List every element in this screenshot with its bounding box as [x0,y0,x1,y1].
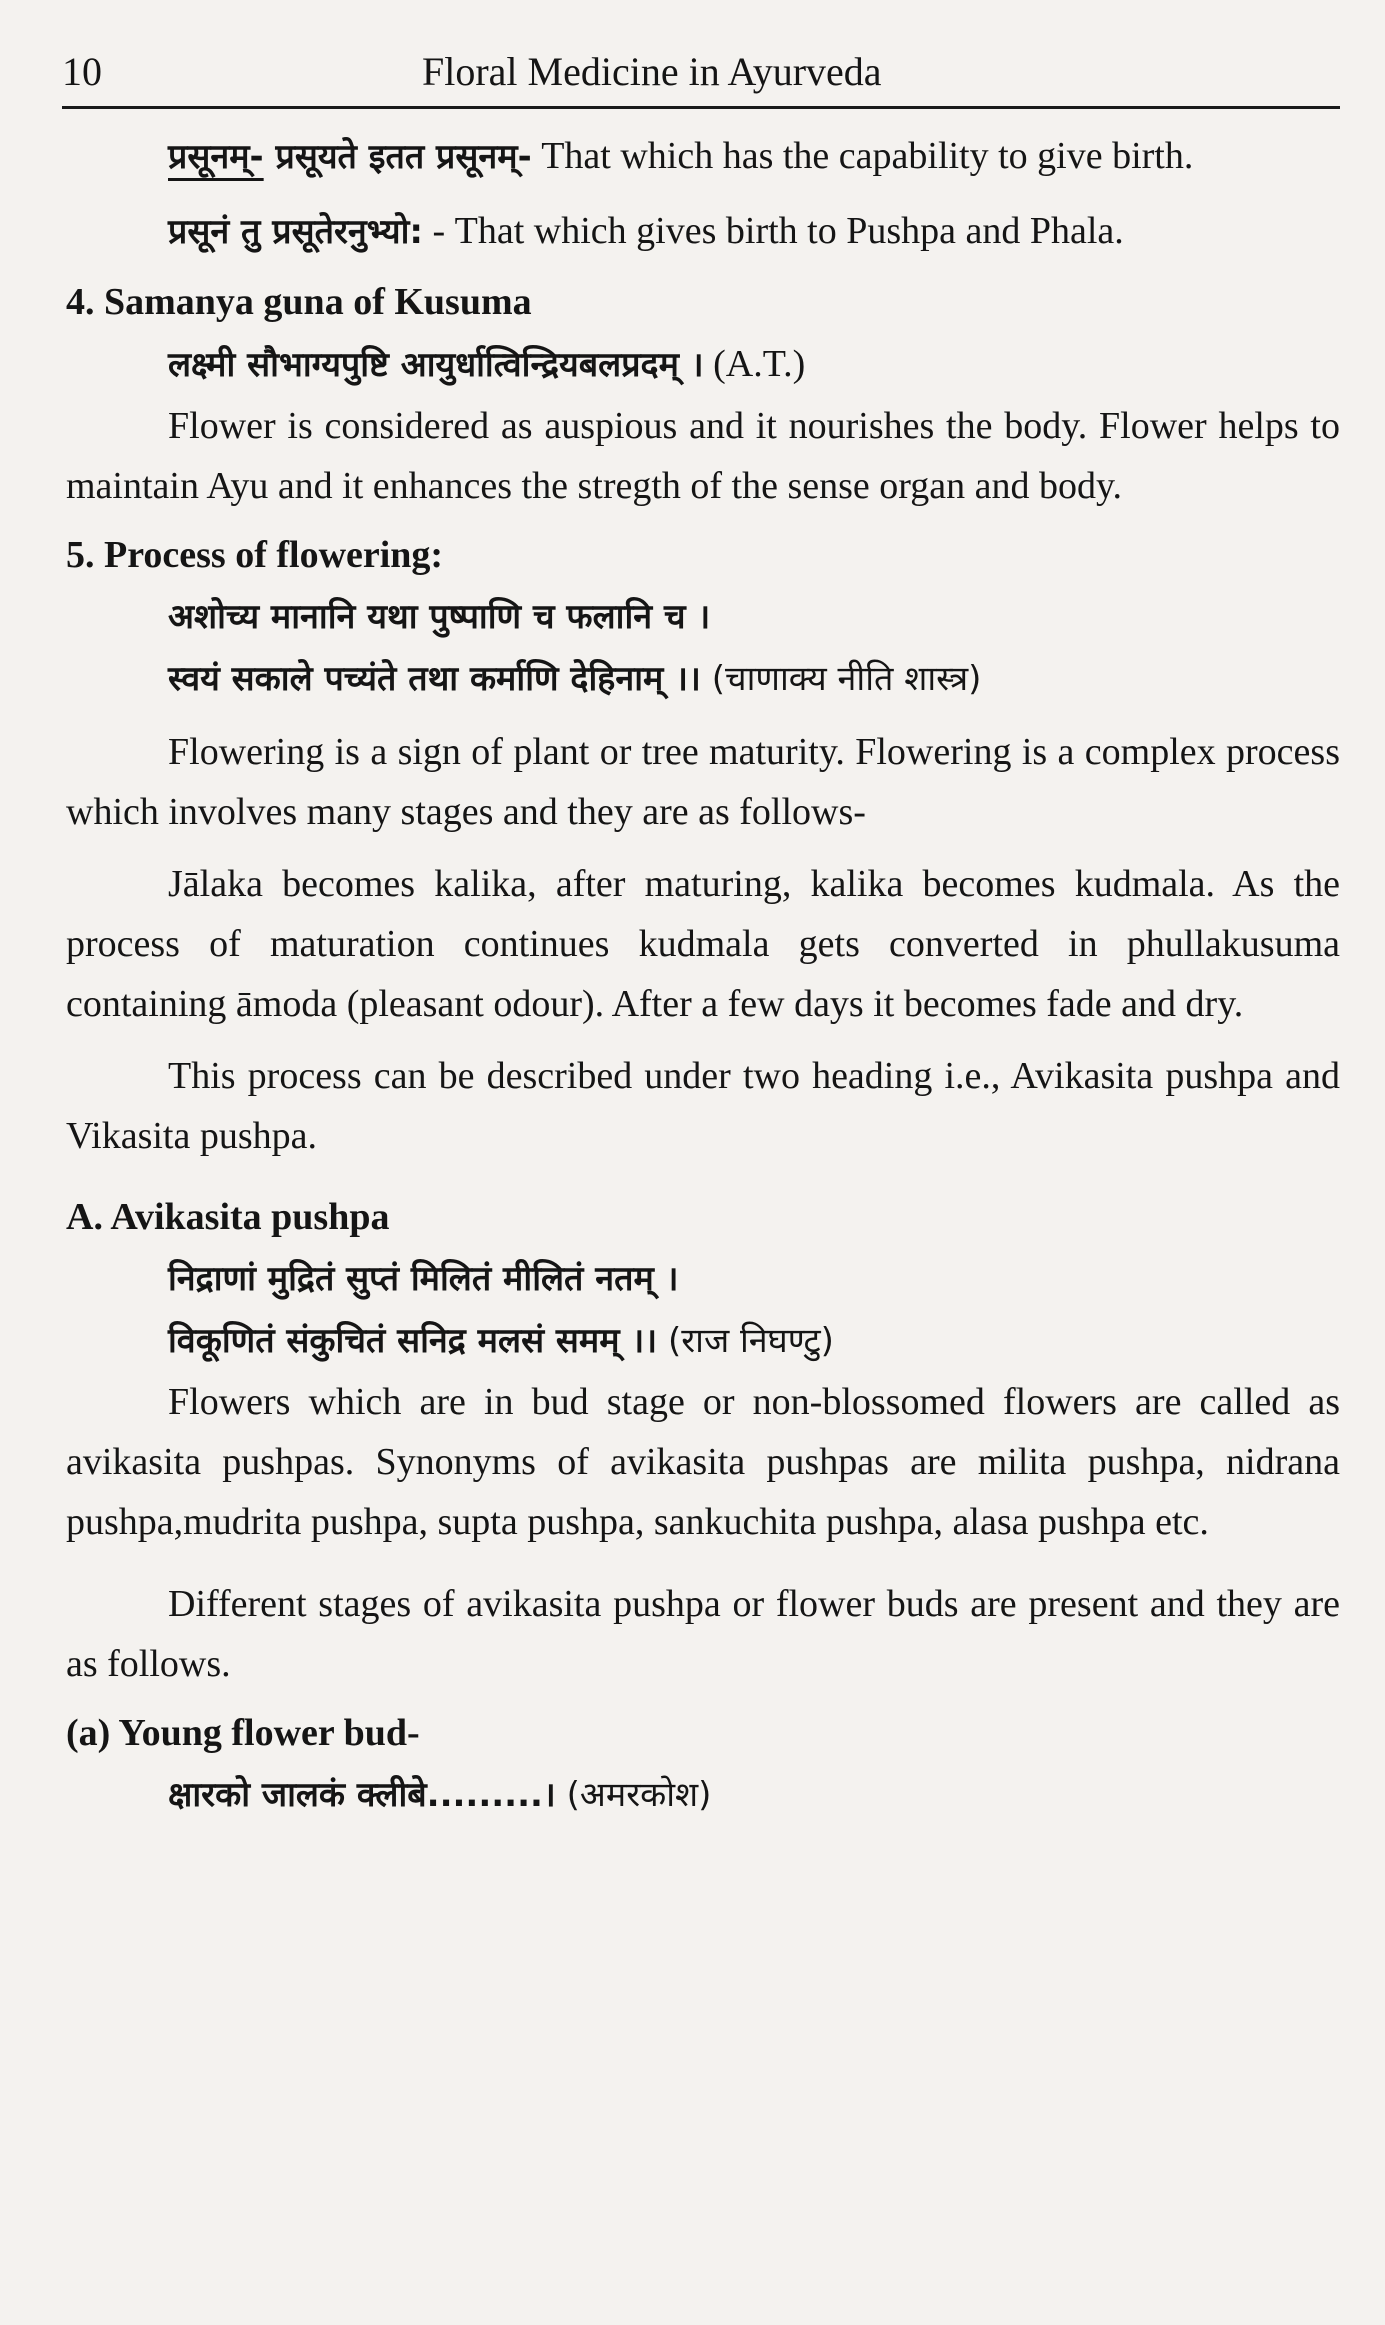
verse-avikasita-source: (राज निघण्टु) [657,1321,834,1361]
heading-samanya-guna: 4. Samanya guna of Kusuma [66,281,532,323]
heading-process-flowering: 5. Process of flowering: [66,534,444,576]
page-number: 10 [62,49,102,94]
para-flowering-maturity: Flowering is a sign of plant or tree maturity. Flowering is a complex process which involves many stages and they are as follows- [66,731,1340,833]
prasunam-definition [66,125,1340,188]
verse-process-source: (चाणाक्य नीति शास्त्र) [700,659,982,699]
verse-samanya-guna-source: (A.T.) [703,343,806,385]
prasunam-sanskrit: प्रसूयते इतत प्रसूनम्- [263,137,532,177]
para-two-heading: This process can be described under two heading i.e., Avikasita pushpa and Vikasita pushpa. [66,1055,1340,1157]
page-header [62,48,1340,109]
verse-young-bud-text: क्षारको जालकं क्लीबे.........। [168,1775,556,1815]
para-jalaka-kalika: Jālaka becomes kalika, after maturing, kalika becomes kudmala. As the process of maturation continues kudmala gets converted in phullakusuma containing āmoda (pleasant odour). After a few days it becomes fade and dry. [66,863,1340,1025]
verse-process-line1: अशोच्य मानानि यथा पुष्पाणि च फलानि च । [168,597,711,637]
prasunam2-sanskrit: प्रसूनं तु प्रसूतेरनुभ्यो: [168,212,424,252]
verse-samanya-guna [66,333,1340,396]
para-different-stages: Different stages of avikasita pushpa or flower buds are present and they are as follows. [66,1583,1340,1685]
verse-avikasita-line1: निद्राणां मुद्रितं सुप्तं मिलितं मीलितं नतम् । [168,1259,679,1299]
verse-young-bud [66,1764,1340,1826]
verse-process-line2-text: स्वयं सकाले पच्यंते तथा कर्माणि देहिनाम् ।। [168,659,701,699]
prasunam-english: That which has the capability to give birth. [531,135,1194,177]
para-flower-auspicious: Flower is considered as auspious and it nourishes the body. Flower helps to maintain Ayu and it enhances the stregth of the sense organ and body. [66,405,1340,507]
verse-process-line2 [66,648,1340,710]
heading-young-flower-bud: (a) Young flower bud- [66,1712,420,1754]
prasunam2-english: - That which gives birth to Pushpa and Phala. [423,210,1124,252]
verse-samanya-guna-text: लक्ष्मी सौभाग्यपुष्टि आयुर्धात्विन्द्रियबलप्रदम् । [168,345,704,385]
running-title: Floral Medicine in Ayurveda [422,49,882,94]
heading-avikasita-pushpa: A. Avikasita pushpa [66,1196,390,1238]
verse-avikasita-line2 [66,1310,1340,1372]
verse-avikasita-line2-text: विकूणितं संकुचितं सनिद्र मलसं समम् ।। [168,1321,658,1361]
verse-young-bud-source: (अमरकोश) [555,1775,712,1815]
para-bud-stage: Flowers which are in bud stage or non-blossomed flowers are called as avikasita pushpas. Synonyms of avikasita pushpas are milita pushpa, nidrana pushpa,mudrita pushpa, supta pushpa, sankuchita pushpa, alasa pushpa etc. [66,1381,1340,1543]
prasunam-term: प्रसूनम्- [168,137,264,177]
prasunam2-definition [66,200,1340,263]
page-body [66,125,1340,1826]
